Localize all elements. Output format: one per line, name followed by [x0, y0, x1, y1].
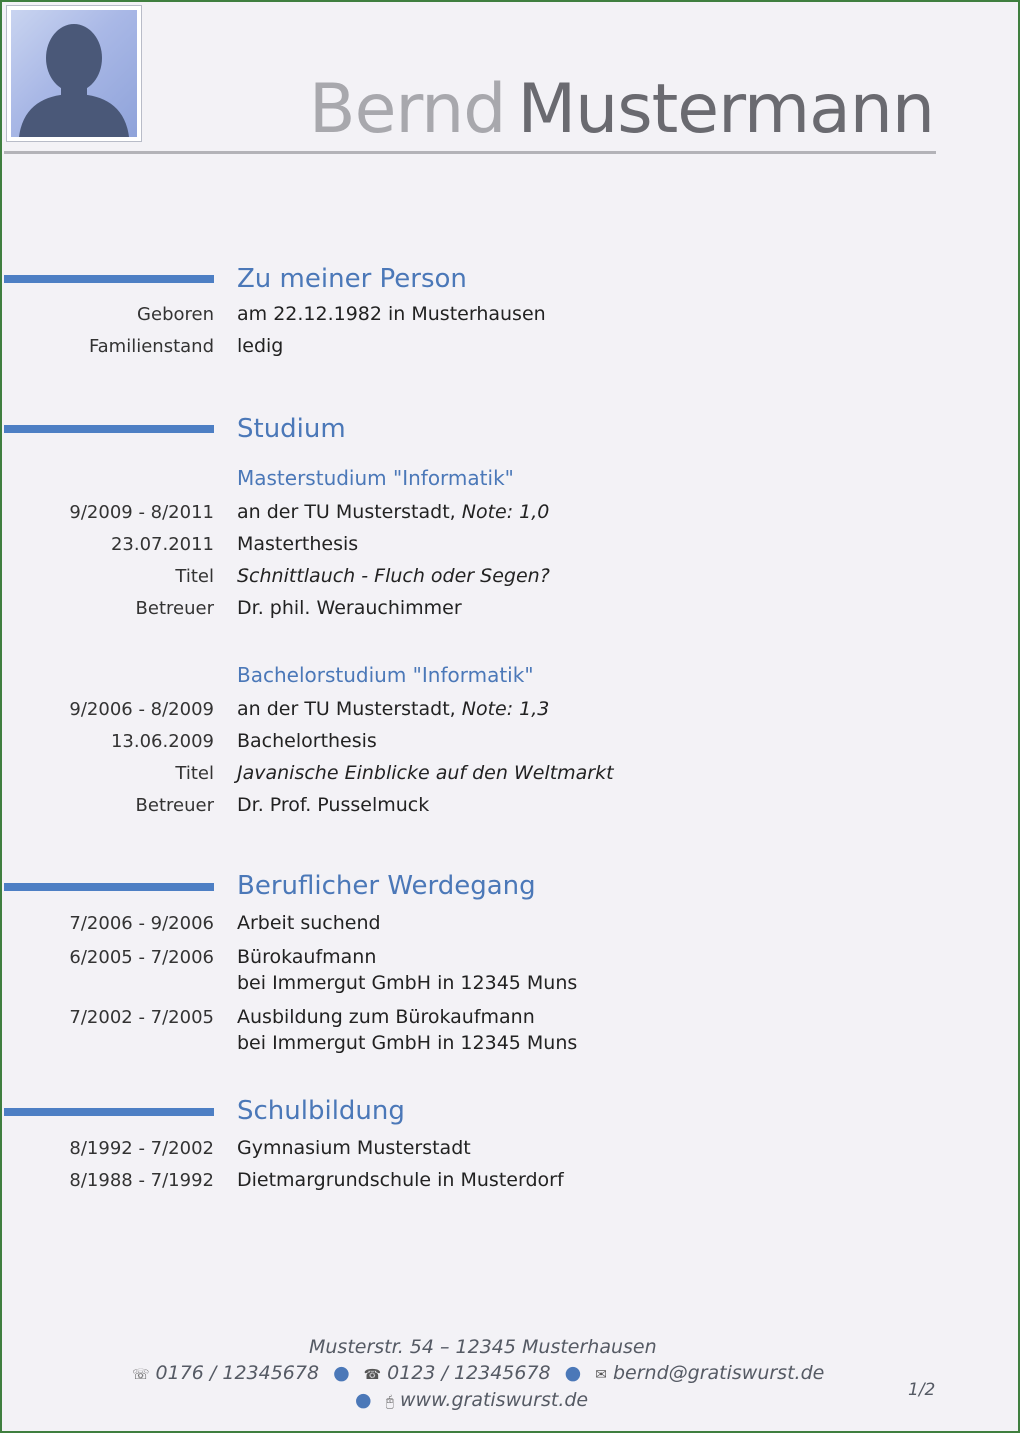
first-name: Bernd — [308, 70, 506, 149]
computer-mouse-icon: 🖰 — [385, 1394, 394, 1410]
career-period: 7/2002 - 7/2005 — [69, 1007, 214, 1028]
bachelor-period: 9/2006 - 8/2009 — [69, 699, 214, 720]
master-grade: Note: 1,0 — [461, 501, 550, 523]
section-bar-person — [4, 275, 214, 283]
person-name — [309, 70, 934, 149]
master-advisor-label: Betreuer — [135, 598, 214, 619]
bachelor-place: an der TU Musterstadt, — [237, 698, 456, 720]
bachelor-thesis-title: Javanische Einblicke auf den Weltmarkt — [237, 762, 614, 784]
footer-phone: 0123 / 12345678 — [387, 1362, 551, 1384]
page-number: 1/2 — [908, 1380, 936, 1400]
career-entry: Ausbildung zum Bürokaufmann — [237, 1006, 535, 1028]
master-place: an der TU Musterstadt, — [237, 501, 456, 523]
career-entry: Arbeit suchend — [237, 912, 381, 934]
school-entry: Gymnasium Musterstadt — [237, 1137, 471, 1159]
bachelor-title: Bachelorstudium "Informatik" — [237, 663, 534, 687]
value-born: am 22.12.1982 in Musterhausen — [237, 303, 546, 325]
footer-email[interactable]: bernd@gratiswurst.de — [612, 1362, 825, 1384]
mobile-phone-icon: ☏ — [132, 1367, 150, 1383]
separator-dot: ● — [355, 1389, 372, 1411]
master-thesis-date: 23.07.2011 — [110, 534, 214, 555]
telephone-icon: ☎ — [363, 1367, 382, 1383]
footer-web[interactable]: www.gratiswurst.de — [400, 1389, 589, 1411]
bachelor-place-row — [237, 698, 549, 720]
last-name: Mustermann — [517, 70, 934, 149]
section-title-person: Zu meiner Person — [237, 264, 467, 294]
footer-address: Musterstr. 54 – 12345 Musterhausen — [309, 1336, 657, 1358]
label-marital-status: Familienstand — [88, 336, 214, 357]
career-entry: Bürokaufmann — [237, 946, 377, 968]
bachelor-advisor: Dr. Prof. Pusselmuck — [237, 794, 430, 816]
footer-web-row — [355, 1389, 588, 1411]
section-title-studium: Studium — [237, 414, 346, 444]
value-marital-status: ledig — [237, 335, 284, 357]
master-thesis-title: Schnittlauch - Fluch oder Segen? — [237, 565, 550, 587]
footer-contacts — [132, 1362, 824, 1384]
master-place-row — [237, 501, 549, 523]
profile-photo — [6, 5, 142, 142]
section-bar-studium — [4, 425, 214, 433]
school-period: 8/1992 - 7/2002 — [69, 1138, 214, 1159]
career-period: 6/2005 - 7/2006 — [69, 947, 214, 968]
master-thesis: Masterthesis — [237, 533, 359, 555]
master-title: Masterstudium "Informatik" — [237, 466, 514, 490]
header-rule — [4, 151, 936, 154]
career-entry-detail: bei Immergut GmbH in 12345 Muns — [237, 1032, 578, 1054]
person-silhouette-icon — [11, 10, 137, 137]
envelope-icon: ✉ — [595, 1367, 607, 1383]
label-born: Geboren — [137, 304, 214, 325]
school-period: 8/1988 - 7/1992 — [69, 1170, 214, 1191]
section-bar-career — [4, 883, 214, 891]
school-entry: Dietmargrundschule in Musterdorf — [237, 1169, 564, 1191]
career-period: 7/2006 - 9/2006 — [69, 913, 214, 934]
separator-dot: ● — [333, 1362, 350, 1384]
bachelor-grade: Note: 1,3 — [461, 698, 550, 720]
footer-mobile: 0176 / 12345678 — [155, 1362, 320, 1384]
bachelor-advisor-label: Betreuer — [135, 795, 214, 816]
bachelor-title-label: Titel — [175, 763, 214, 784]
master-title-label: Titel — [175, 566, 214, 587]
master-period: 9/2009 - 8/2011 — [69, 502, 214, 523]
separator-dot: ● — [564, 1362, 582, 1384]
section-title-school: Schulbildung — [237, 1096, 405, 1126]
bachelor-thesis-date: 13.06.2009 — [110, 731, 214, 752]
bachelor-thesis: Bachelorthesis — [237, 730, 377, 752]
section-bar-school — [4, 1108, 214, 1116]
section-title-career: Beruflicher Werdegang — [237, 871, 536, 901]
career-entry-detail: bei Immergut GmbH in 12345 Muns — [237, 972, 578, 994]
master-advisor: Dr. phil. Werauchimmer — [237, 597, 462, 619]
